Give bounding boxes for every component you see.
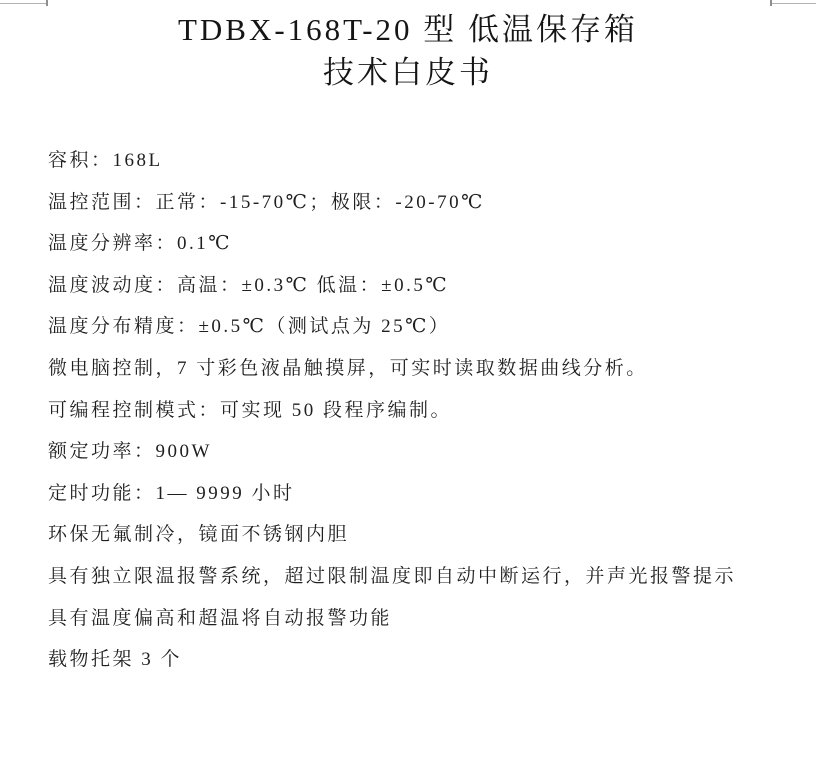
spec-line-temp-fluctuation: 温度波动度：高温：±0.3℃ 低温：±0.5℃ <box>48 274 450 296</box>
document-title <box>0 8 816 94</box>
spec-line-timer-function: 定时功能：1— 9999 小时 <box>48 482 295 504</box>
spec-line-refrigeration: 环保无氟制冷，镜面不锈钢内胆 <box>48 524 350 546</box>
spec-line-controller: 微电脑控制，7 寸彩色液晶触摸屏，可实时读取数据曲线分析。 <box>48 357 648 379</box>
spec-line-temp-uniformity: 温度分布精度：±0.5℃（测试点为 25℃） <box>48 316 451 338</box>
spec-line-limit-alarm: 具有独立限温报警系统，超过限制温度即自动中断运行，并声光报警提示 <box>48 565 737 587</box>
spec-list <box>48 140 792 681</box>
spec-line-overtemp-alarm: 具有温度偏高和超温将自动报警功能 <box>48 607 393 629</box>
header-boundary-tick-left <box>46 0 48 6</box>
spec-line-shelves: 载物托架 3 个 <box>48 649 183 671</box>
spec-line-programmable-mode: 可编程控制模式：可实现 50 段程序编制。 <box>48 399 453 421</box>
document-title-line2: 技术白皮书 <box>323 55 493 90</box>
header-boundary-line-right <box>770 3 816 4</box>
spec-line-rated-power: 额定功率：900W <box>48 441 212 463</box>
header-boundary-line-left <box>0 3 48 4</box>
spec-line-temp-resolution: 温度分辨率：0.1℃ <box>48 233 233 255</box>
spec-line-temp-range: 温控范围：正常：-15-70℃；极限：-20-70℃ <box>48 191 485 213</box>
header-boundary-tick-right <box>770 0 772 6</box>
document-title-line1: TDBX-168T-20 型 低温保存箱 <box>177 12 639 47</box>
spec-line-capacity: 容积：168L <box>48 150 163 171</box>
